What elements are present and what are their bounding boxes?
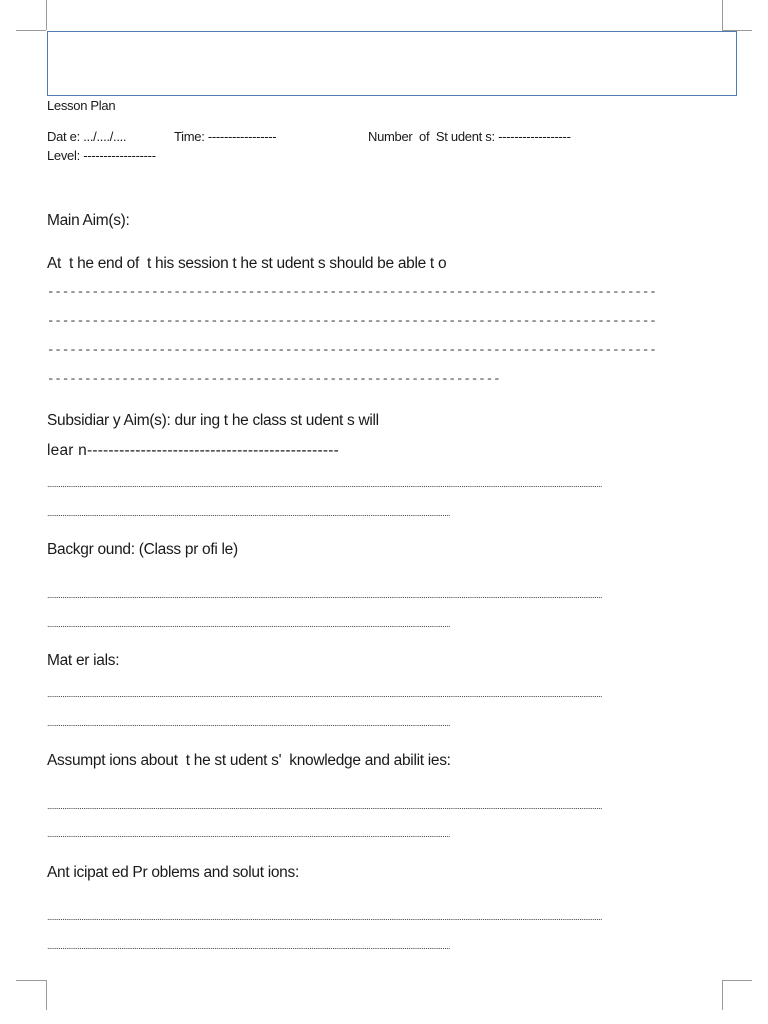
crop-mark: [46, 980, 47, 1010]
background-heading: Backgr ound: (Class pr ofi le): [47, 541, 238, 558]
document-title: Lesson Plan: [47, 98, 116, 113]
crop-mark: [16, 980, 46, 981]
answer-line: ----------------------------------------------------------------------------------: [47, 314, 657, 328]
crop-mark: [722, 980, 723, 1010]
subsidiary-learn-line: lear n-----------------------------------------------: [47, 442, 339, 459]
level-field: Level: ------------------: [47, 148, 156, 163]
answer-line: -------------------------------------------------------------: [47, 372, 501, 386]
header-box: [47, 31, 737, 96]
students-field: Number of St udent s: ------------------: [368, 129, 571, 144]
crop-mark: [16, 30, 46, 31]
dotted-line: ....................................................................................................................................................................................................................................................................................................: [47, 479, 602, 489]
main-aims-intro: At t he end of t his session t he st udent s should be able t o: [47, 255, 447, 272]
subsidiary-aims-heading: Subsidiar y Aim(s): dur ing t he class st udent s will: [47, 412, 379, 429]
crop-mark: [722, 0, 723, 30]
answer-line: ----------------------------------------------------------------------------------: [47, 285, 657, 299]
main-aims-heading: Main Aim(s):: [47, 212, 130, 229]
dotted-line: ....................................................................................................................................................................................................................: [47, 619, 450, 629]
assumptions-heading: Assumpt ions about t he st udent s' knowledge and abilit ies:: [47, 752, 451, 769]
dotted-line: ....................................................................................................................................................................................................................: [47, 508, 450, 518]
crop-mark: [46, 0, 47, 30]
dotted-line: ....................................................................................................................................................................................................................: [47, 718, 450, 728]
crop-mark: [722, 980, 752, 981]
dotted-line: ....................................................................................................................................................................................................................: [47, 829, 450, 839]
dotted-line: ....................................................................................................................................................................................................................................................................................................: [47, 801, 602, 811]
answer-line: ----------------------------------------------------------------------------------: [47, 343, 657, 357]
dotted-line: ....................................................................................................................................................................................................................: [47, 941, 450, 951]
dotted-line: ....................................................................................................................................................................................................................................................................................................: [47, 912, 602, 922]
materials-heading: Mat er ials:: [47, 652, 120, 669]
problems-heading: Ant icipat ed Pr oblems and solut ions:: [47, 864, 299, 881]
dotted-line: ....................................................................................................................................................................................................................................................................................................: [47, 590, 602, 600]
date-field: Dat e: .../..../....: [47, 129, 127, 144]
time-field: Time: -----------------: [174, 129, 277, 144]
dotted-line: ....................................................................................................................................................................................................................................................................................................: [47, 689, 602, 699]
